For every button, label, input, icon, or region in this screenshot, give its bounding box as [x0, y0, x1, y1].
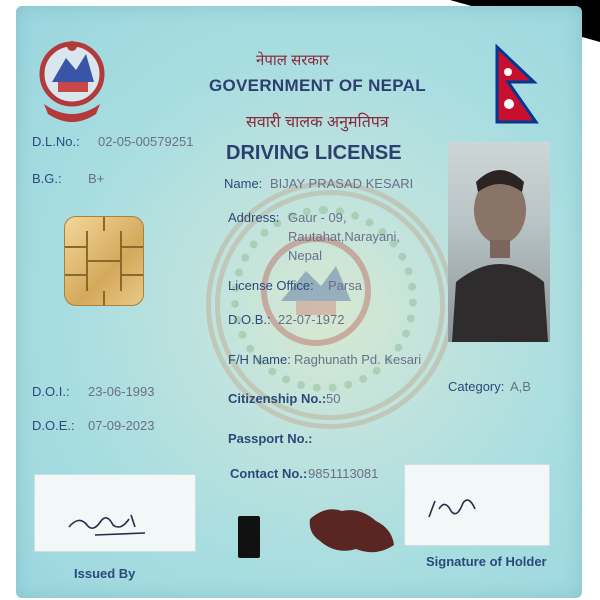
blood-group-value: B+	[88, 171, 105, 186]
government-english: GOVERNMENT OF NEPAL	[209, 76, 426, 95]
nepal-emblem-icon	[36, 34, 108, 126]
holder-signature-box	[404, 464, 550, 546]
nepal-flag-icon	[494, 44, 540, 126]
sim-chip-icon	[64, 216, 144, 306]
doi-value: 23-06-1993	[88, 384, 155, 399]
dl-no-label: D.L.No.:	[32, 134, 80, 149]
holder-signature-icon	[405, 465, 549, 545]
issuer-signature-icon	[35, 475, 195, 551]
license-office-value: Parsa	[328, 278, 362, 293]
dob-label: D.O.B.:	[228, 312, 271, 327]
license-title-english: DRIVING LICENSE	[226, 142, 402, 164]
holder-photo	[448, 142, 550, 342]
blood-group-label: B.G.:	[32, 171, 62, 186]
passport-label: Passport No.:	[228, 431, 313, 446]
address-line-2: Rautahat,Narayani,	[288, 229, 401, 244]
citizenship-value: 50	[326, 391, 341, 406]
government-nepali: नेपाल सरकार	[256, 52, 329, 69]
address-line-3: Nepal	[288, 248, 322, 263]
name-label: Name:	[224, 176, 263, 191]
contact-value: 9851113081	[308, 466, 379, 481]
issuer-signature-box	[34, 474, 196, 552]
license-office-label: License Office:	[228, 278, 314, 293]
license-title-nepali: सवारी चालक अनुमतिपत्र	[246, 114, 389, 131]
name-value: BIJAY PRASAD KESARI	[270, 176, 414, 191]
doe-value: 07-09-2023	[88, 418, 155, 433]
doe-label: D.O.E.:	[32, 418, 75, 433]
contact-label: Contact No.:	[230, 466, 308, 481]
category-value: A,B	[510, 379, 531, 394]
nepal-map-icon	[306, 501, 398, 561]
category-label: Category:	[448, 379, 505, 394]
signature-holder-label: Signature of Holder	[426, 554, 547, 569]
doi-label: D.O.I.:	[32, 384, 70, 399]
fh-name-value: Raghunath Pd. Kesari	[294, 352, 422, 367]
dob-value: 22-07-1972	[278, 312, 345, 327]
citizenship-label: Citizenship No.:	[228, 391, 327, 406]
address-line-1: Gaur - 09,	[288, 210, 347, 225]
fh-name-label: F/H Name:	[228, 352, 291, 367]
dl-no-value: 02-05-00579251	[98, 134, 194, 149]
security-mark	[238, 516, 260, 558]
driving-license-card	[16, 6, 582, 598]
issued-by-label: Issued By	[74, 566, 136, 581]
address-label: Address:	[228, 210, 280, 225]
